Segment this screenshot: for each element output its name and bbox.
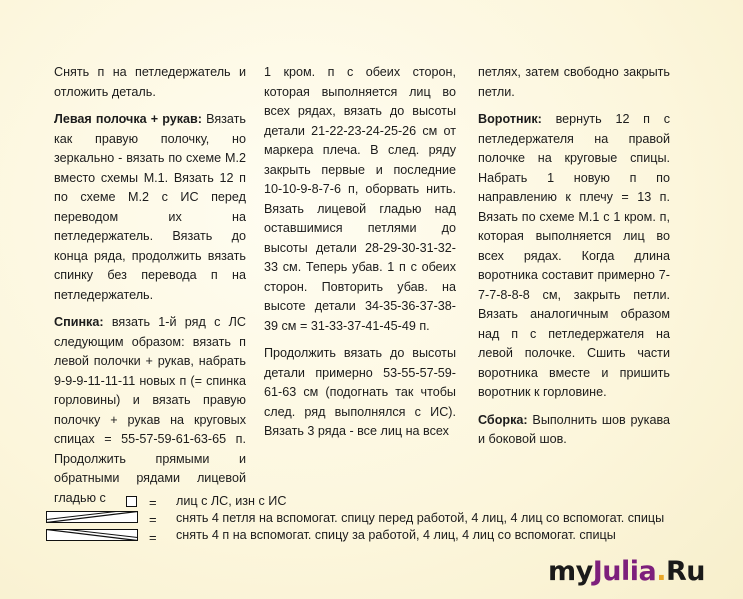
site-logo[interactable]: myJulia.Ru [548, 556, 706, 587]
legend-item: снять 4 петля на вспомогат. спицу перед работой, 4 лиц, 4 лиц со вспомогат. спицы [176, 511, 665, 525]
equals-sign: = [149, 512, 157, 527]
text-column-3 [478, 63, 670, 458]
equals-sign: = [149, 495, 157, 510]
knit-stitch-symbol [126, 496, 137, 507]
section-heading: Воротник: [478, 112, 542, 126]
section-heading: Спинка: [54, 315, 104, 329]
paragraph-left-front: Левая полочка + рукав: Вязать как правую полочку, но зеркально - вязать по схеме М.2 вместо схемы М.1. Вязать 12 п по схеме М.2 с ИС перед переводом их на петледержатель. Вязать до конца ряда, продолжить вязать спинку без перевода п на петледержатель. [54, 112, 246, 302]
legend-item: лиц с ЛС, изн с ИС [176, 494, 287, 508]
cable-right-symbol [46, 529, 138, 541]
paragraph: петлях, затем свободно закрыть петли. [478, 65, 670, 99]
paragraph-assembly: Сборка: Выполнить шов рукава и боковой шов. [478, 412, 670, 446]
paragraph: Снять п на петледержатель и отложить деталь. [54, 65, 246, 99]
cable-left-symbol [46, 511, 138, 523]
equals-sign: = [149, 530, 157, 545]
section-heading: Левая полочка + рукав: [54, 112, 202, 126]
paragraph: 1 кром. п с обеих сторон, которая выполняется лиц во всех рядах, вязать до высоты детали 21-22-23-24-25-26 см от маркера плеча. В след. ряду закрыть первые и последние 10-10-9-8-7-6 п, оборвать нить. Вязать лицевой гладью над оставшимися петлями до высоты детали 28-29-30-31-32-33 см. Теперь убав. 1 п с обеих сторон. Повторить убав. на высоте детали 34-35-36-37-38-39 см = 31-33-37-41-45-49 п. [264, 65, 456, 333]
paragraph: Продолжить вязать до высоты детали примерно 53-55-57-59-61-63 см (подогнать так чтобы след. ряд выполнялся с ИС). Вязать 3 ряда - все лиц на всех [264, 346, 456, 438]
legend-item: снять 4 п на вспомогат. спицу за работой, 4 лиц, 4 лиц со вспомогат. спицы [176, 528, 616, 542]
section-heading: Сборка: [478, 412, 528, 427]
text-column-2 [264, 63, 456, 450]
text-column-1 [54, 63, 246, 516]
paragraph-collar: Воротник: вернуть 12 п с петледержателя на правой полочке на круговые спицы. Набрать 1 новую п по направлению к плечу = 13 п. Вязать по схеме М.1 с 1 кром. п, которая выполняется лиц во всех рядах. Когда длина воротника составит примерно 7-7-7-8-8-8 см, закрыть петли. Вязать аналогичным образом над п с петледержателя на левой полочке. Сшить части воротника вместе и пришить воротник к горловине. [478, 112, 670, 399]
paragraph-back: Спинка: вязать 1-й ряд с ЛС следующим образом: вязать п левой полочки + рукав, набрать 9-9-9-11-11-11 новых п (= спинка горловины) и вязать правую полочку + рукав на круговых спицах = 55-57-59-61-63-65 п. Продолжить прямыми и обратными рядами лицевой гладью с [54, 315, 246, 505]
